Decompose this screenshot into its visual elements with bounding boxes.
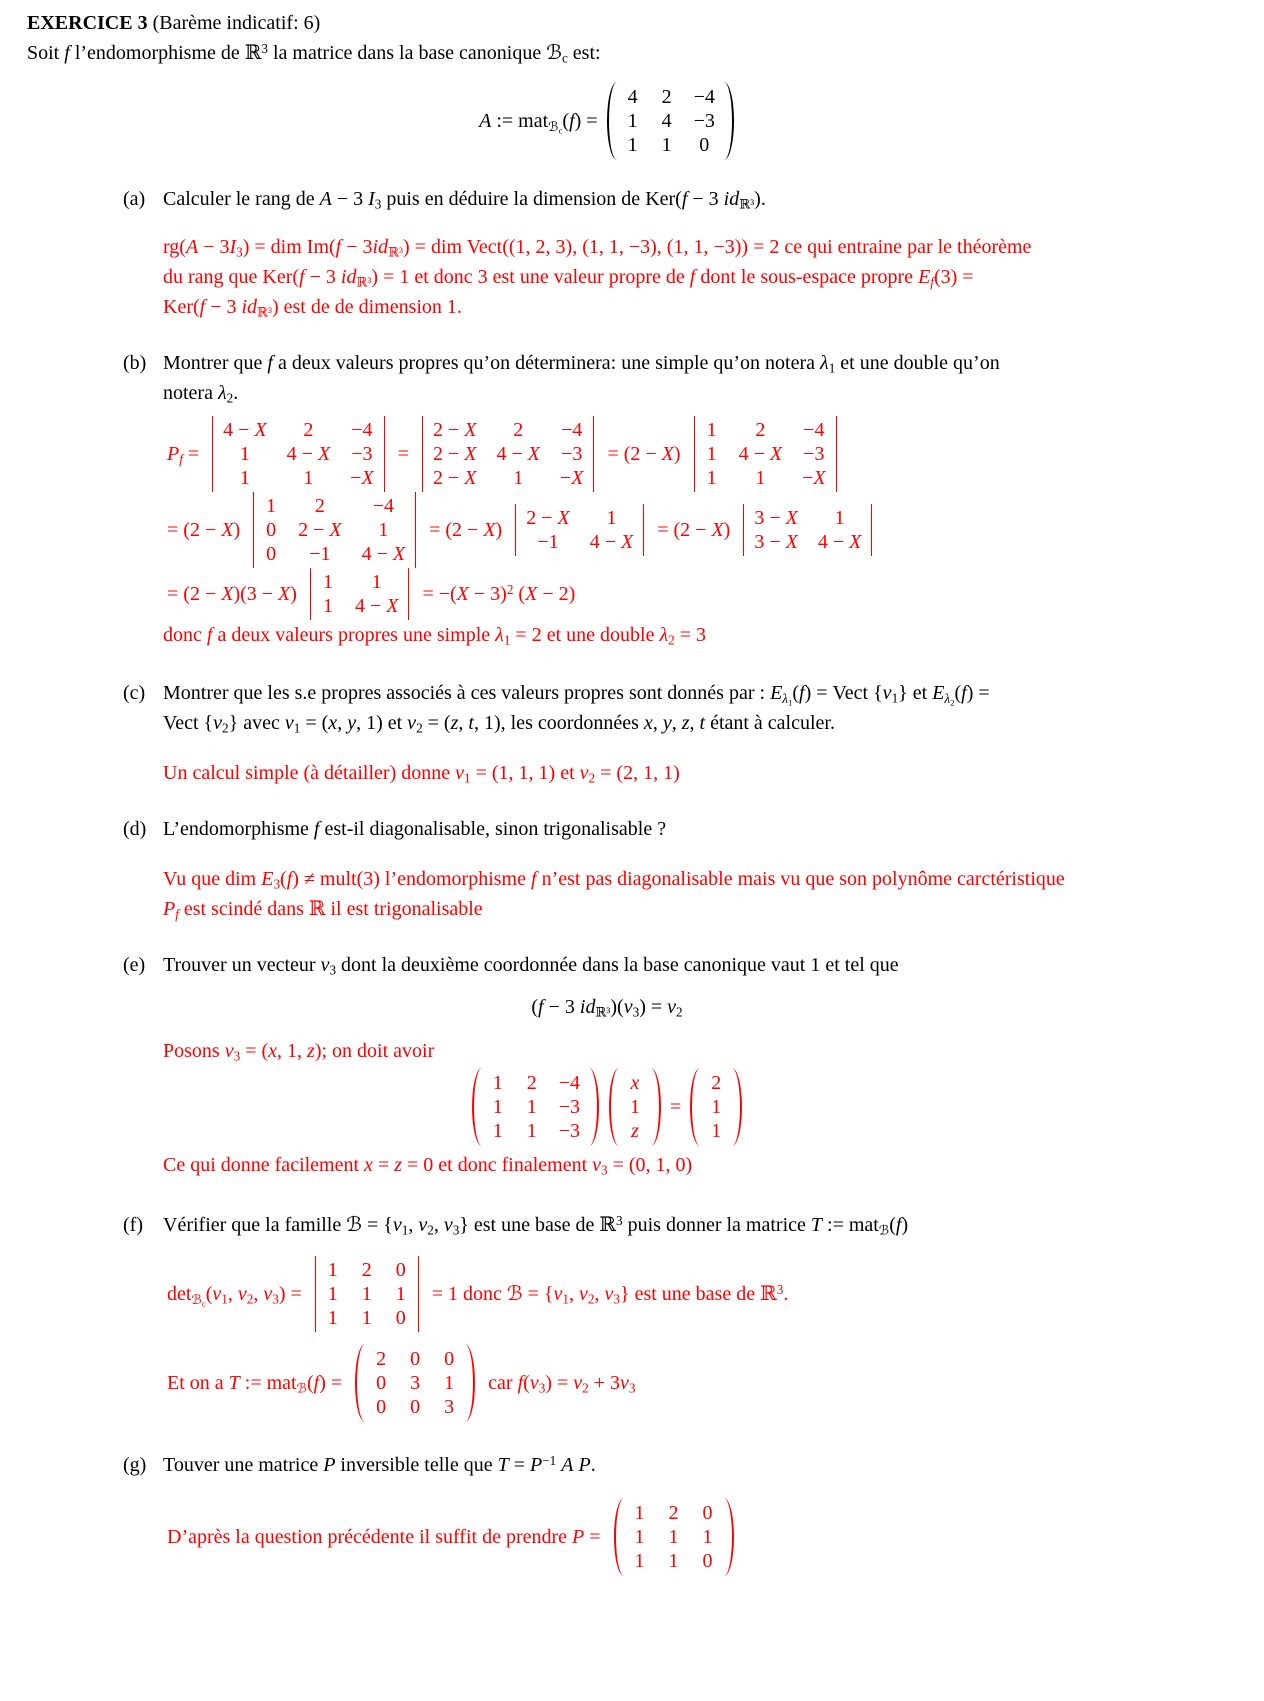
matrix-cell: −X <box>350 467 374 489</box>
bar-delimiter <box>408 568 409 620</box>
item-label-d: (d) <box>123 818 147 840</box>
question-b <box>27 348 1237 408</box>
matrix-cell: 0 <box>410 1348 421 1370</box>
matrix-cell: 1 <box>378 519 389 541</box>
solution-e-end-line: Ce qui donne facilement x = z = 0 et donc finalement $v_3 = (0$, 1, 0) <box>163 1154 693 1178</box>
solution-a-line-2: du rang que Ker(f − 3 $id_{ℝ^3}) = 1$ et donc 3 est une valeur propre de f dont le sous-espace propre $E_f(3)$ = <box>163 266 974 290</box>
solution-d-line-2: $P_f$ est scindé dans ℝ il est trigonalisable <box>163 898 483 922</box>
matrix-cell: 0 <box>410 1396 421 1418</box>
exercise-title-rest: (Barème indicatif: 6) <box>147 12 321 34</box>
matrix-cell: −1 <box>537 531 559 553</box>
matrix-cell: 1 <box>322 571 333 593</box>
solution-b-conclusion: donc f a deux valeurs propres une simple $\lambda_1 = 2$ et une double $\lambda_2 = 3$ <box>163 624 706 648</box>
intro-line: Soit f l’endomorphisme de ℝ$^3$ la matrice dans la base canonique ℬ$_c$ est: <box>27 41 601 66</box>
matrix-cell: 1 <box>630 1096 640 1118</box>
question-e-text: Trouver un vecteur $v_3$ dont la deuxième coordonnée dans la base canonique vaut 1 et tel que <box>163 954 899 978</box>
matrix-cell: 1 <box>702 1526 713 1548</box>
matrix-cell: 3 − X <box>754 507 798 529</box>
matrix-cell: 2 <box>755 419 766 441</box>
matrix-cell: −1 <box>309 543 331 565</box>
matrix-cell: 1 <box>361 1307 372 1329</box>
matrix-cell: 1 <box>634 1526 645 1548</box>
matrix-cell: 1 <box>627 110 638 132</box>
matrix-cell: 1 <box>834 507 845 529</box>
matrix-cell: 2 <box>661 86 672 108</box>
solution-a-line-3: Ker(f − 3 $id_{ℝ^3}$) est de de dimension 1. <box>163 296 462 320</box>
matrix-cell: −3 <box>803 443 825 465</box>
math-fragment: D’après la question précédente il suffit de prendre P = <box>167 1526 601 1548</box>
parenthesis-matrix <box>614 1498 734 1576</box>
determinant-matrix <box>315 1256 419 1332</box>
math-fragment: $P_f$ = <box>167 443 200 467</box>
matrix-cell: 1 <box>706 443 717 465</box>
matrix-cell: 2 <box>711 1072 722 1094</box>
matrix-cell: 2 <box>303 419 314 441</box>
determinant-matrix <box>253 492 416 568</box>
matrix-cell: 1 <box>327 1307 338 1329</box>
parenthesis-delimiter <box>722 82 734 160</box>
matrix-cell: −X <box>559 467 584 489</box>
matrix-cell: 4 <box>627 86 638 108</box>
question-g-text: Touver une matrice P inversible telle que $T = P^{-1}$ A P. <box>163 1453 596 1476</box>
matrix-cell: 1 <box>706 467 717 489</box>
determinant-matrix <box>743 504 872 556</box>
matrix-cells <box>213 416 384 492</box>
matrix-cell: 0 <box>376 1396 387 1418</box>
matrix-cell: 1 <box>634 1550 645 1572</box>
math-fragment: = (2 − X) <box>657 519 731 541</box>
matrix-cell: 1 <box>668 1550 679 1572</box>
condition-display <box>27 992 1187 1022</box>
bar-delimiter <box>643 504 644 556</box>
matrix-cell: 1 <box>755 467 766 489</box>
question-c-line-2: Vect $\{v_2\}$ avec $v_1 = (x$, y, 1) et $v_2 = (z$, t, 1), les coordonnées x, y, z, t étant à calculer. <box>163 712 835 736</box>
matrix-cell: −3 <box>351 443 373 465</box>
solution-d-line-1: Vu que dim $E_3(f)$ ≠ mult(3) l’endomorphisme f n’est pas diagonalisable mais vu que son polynôme carctéristique <box>163 868 1065 892</box>
matrix-cell: 4 − X <box>738 443 783 465</box>
matrix-cells <box>626 1498 722 1576</box>
determinant-matrix <box>694 416 837 492</box>
parenthesis-delimiter <box>587 1068 599 1146</box>
matrix-cell: −4 <box>351 419 373 441</box>
matrix-cell: 3 <box>410 1372 421 1394</box>
matrix-cell: 2 − X <box>526 507 570 529</box>
item-label-b: (b) <box>123 352 147 374</box>
exercise-title <box>27 8 1237 38</box>
determinant-matrix <box>422 416 595 492</box>
parenthesis-delimiter <box>609 1068 621 1146</box>
matrix-cells <box>621 1068 649 1146</box>
question-b-text <box>163 348 1237 408</box>
matrix-cell: 1 <box>661 134 672 156</box>
question-a <box>27 184 1237 214</box>
matrix-cells <box>702 1068 730 1146</box>
matrix-cell: 1 <box>327 1283 338 1305</box>
item-label-f: (f) <box>123 1214 143 1236</box>
solution-e-intro-line: Posons $v_3 = (x$, 1, z); on doit avoir <box>163 1040 435 1064</box>
question-d-text: L’endomorphisme f est-il diagonalisable, sinon trigonalisable ? <box>163 818 667 840</box>
matrix-cells <box>316 1256 418 1332</box>
matrix-p-line <box>163 1498 1237 1576</box>
matrix-cell: 2 − X <box>432 443 477 465</box>
parenthesis-matrix <box>609 1068 661 1146</box>
math-fragment: $\det_{ℬ_c}(v_1$, $v_2$, $v_3$) = <box>167 1283 302 1309</box>
matrix-cell: 4 <box>661 110 672 132</box>
matrix-equation-display <box>27 1068 1187 1146</box>
parenthesis-matrix <box>690 1068 742 1146</box>
determinant-check-line <box>163 1256 1237 1332</box>
matrix-cell: −4 <box>803 419 825 441</box>
matrix-cell: 4 − X <box>496 443 540 465</box>
matrix-cell: 1 <box>327 1259 338 1281</box>
matrix-cell: 2 <box>314 495 325 517</box>
parenthesis-delimiter <box>607 82 619 160</box>
solution-a <box>27 232 1237 322</box>
solution-e-end <box>27 1150 1237 1180</box>
matrix-cell: −X <box>802 467 826 489</box>
question-f-text: Vérifier que la famille ℬ = {$v_1$, $v_2$, $v_3$} est une base de ℝ$^3$ puis donner la matrice T := mat$_ℬ$(f) <box>163 1213 909 1238</box>
matrix-cells <box>695 416 836 492</box>
matrix-cell: 1 <box>526 1096 537 1118</box>
matrix-cell: 1 <box>239 443 250 465</box>
matrix-cell: 1 <box>706 419 717 441</box>
exercise-title-bold: EXERCICE 3 <box>27 12 148 34</box>
matrix-cell: 0 <box>395 1307 406 1329</box>
matrix-cell: 1 <box>266 495 277 517</box>
math-fragment: = <box>397 443 409 465</box>
matrix-cell: 1 <box>668 1526 679 1548</box>
parenthesis-delimiter <box>614 1498 626 1576</box>
parenthesis-delimiter <box>463 1344 475 1422</box>
matrix-cell: −4 <box>558 1072 580 1094</box>
matrix-cells <box>254 492 415 568</box>
question-a-text: Calculer le rang de A − 3 $I_3$ puis en déduire la dimension de Ker(f − 3 $id_{ℝ^3}$). <box>163 188 766 212</box>
matrix-cell: 2 − X <box>298 519 342 541</box>
matrix-cell: 0 <box>266 519 277 541</box>
parenthesis-delimiter <box>355 1344 367 1422</box>
question-e <box>27 950 1237 980</box>
matrix-cell: −4 <box>561 419 583 441</box>
matrix-cell: z <box>631 1120 639 1142</box>
characteristic-polynomial-line-3 <box>163 568 1237 620</box>
matrix-cell: 0 <box>699 134 710 156</box>
math-fragment: = 1 donc ℬ = {$v_1$, $v_2$, $v_3$} est une base de ℝ$^3$. <box>431 1282 789 1307</box>
bar-delimiter <box>836 416 837 492</box>
matrix-cell: 1 <box>303 467 314 489</box>
matrix-t-line <box>163 1344 1237 1422</box>
question-f <box>27 1210 1237 1240</box>
question-d <box>27 814 1237 844</box>
matrix-cell: 2 <box>526 1072 537 1094</box>
matrix-cell: 1 <box>361 1283 372 1305</box>
matrix-cell: 0 <box>702 1502 713 1524</box>
solution-g <box>27 1498 1237 1576</box>
matrix-cell: 1 <box>606 507 617 529</box>
solution-d <box>27 864 1237 924</box>
parenthesis-delimiter <box>722 1498 734 1576</box>
matrix-cell: 1 <box>492 1120 503 1142</box>
determinant-matrix <box>515 504 644 556</box>
matrix-cell: 1 <box>322 595 333 617</box>
matrix-cell: 4 − X <box>361 543 406 565</box>
parenthesis-delimiter <box>649 1068 661 1146</box>
item-label-a: (a) <box>123 188 146 210</box>
question-c-line-1: Montrer que les s.e propres associés à ces valeurs propres sont donnés par : $E_{\lambda_1}(f)$ = Vect $\{v_1\}$ et $E_{\lambda_2}(f)$ = <box>163 682 990 708</box>
math-fragment: = (2 − X) <box>607 443 681 465</box>
matrix-cell: 1 <box>513 467 524 489</box>
matrix-cell: 1 <box>711 1096 722 1118</box>
matrix-cell: −3 <box>558 1120 580 1142</box>
math-fragment: car $f(v_3) = v_2 + 3v_3$ <box>488 1372 636 1396</box>
question-b-line-2: notera $\lambda_2$. <box>163 382 239 406</box>
determinant-matrix <box>212 416 385 492</box>
parenthesis-delimiter <box>730 1068 742 1146</box>
bar-delimiter <box>415 492 416 568</box>
condition-equation: (f − 3 $id_{ℝ^3})(v_3) = v_2$ <box>531 996 683 1020</box>
matrix-cells <box>423 416 594 492</box>
matrix-cell: −3 <box>561 443 583 465</box>
matrix-cell: 4 − X <box>286 443 331 465</box>
matrix-cell: 0 <box>395 1259 406 1281</box>
matrix-cells <box>311 568 409 620</box>
parenthesis-delimiter <box>690 1068 702 1146</box>
solution-b <box>27 416 1237 650</box>
bar-delimiter <box>871 504 872 556</box>
matrix-cell: −4 <box>693 86 715 108</box>
solution-c-line: Un calcul simple (à détailler) donne $v_1 = (1$, 1, 1) et $v_2 = (2$, 1, 1) <box>163 762 680 786</box>
bar-delimiter <box>418 1256 419 1332</box>
matrix-cell: 1 <box>395 1283 406 1305</box>
matrix-cell: 2 − X <box>432 419 477 441</box>
math-fragment: = (2 − X) <box>167 519 241 541</box>
math-fragment: = $-(X - 3)^2$ (X − 2) <box>422 582 576 605</box>
matrix-cell: 0 <box>444 1348 455 1370</box>
matrix-cell: 1 <box>444 1372 455 1394</box>
matrix-cell: 4 − X <box>589 531 634 553</box>
matrix-cell: 4 − X <box>817 531 862 553</box>
matrix-cells <box>516 504 643 556</box>
item-label-g: (g) <box>123 1454 147 1476</box>
matrix-cell: 4 − X <box>354 595 399 617</box>
math-fragment: = <box>670 1096 682 1118</box>
matrix-cell: −4 <box>372 495 394 517</box>
matrix-cell: 3 − X <box>754 531 798 553</box>
question-c-text <box>163 678 1237 738</box>
solution-e-intro <box>27 1036 1237 1066</box>
bar-delimiter <box>593 416 594 492</box>
math-fragment: = (2 − X) <box>429 519 503 541</box>
math-fragment: = (2 − X)(3 − X) <box>167 583 297 605</box>
bar-delimiter <box>384 416 385 492</box>
matrix-cell: 2 <box>668 1502 679 1524</box>
question-g <box>27 1450 1237 1480</box>
solution-c <box>27 758 1237 788</box>
matrix-cell: 3 <box>444 1396 455 1418</box>
matrix-cell: x <box>630 1072 640 1094</box>
matrix-cell: 2 <box>376 1348 387 1370</box>
matrix-cell: 2 <box>361 1259 372 1281</box>
characteristic-polynomial-line-1 <box>163 416 1237 492</box>
math-fragment: A := mat$_{ℬ_c}$(f) = <box>479 110 598 136</box>
matrix-cell: −3 <box>693 110 715 132</box>
matrix-cell: 0 <box>266 543 277 565</box>
matrix-cell: 2 − X <box>432 467 477 489</box>
math-fragment: Et on a T := mat$_ℬ$(f) = <box>167 1372 343 1396</box>
matrix-cell: 0 <box>702 1550 713 1572</box>
parenthesis-matrix <box>355 1344 475 1422</box>
matrix-cell: 1 <box>526 1120 537 1142</box>
matrix-cell: 1 <box>634 1502 645 1524</box>
determinant-matrix <box>310 568 410 620</box>
matrix-cells <box>367 1344 463 1422</box>
matrix-a-display <box>27 82 1187 160</box>
characteristic-polynomial-line-2 <box>163 492 1237 568</box>
matrix-cell: 1 <box>239 467 250 489</box>
matrix-cells <box>744 504 871 556</box>
item-label-c: (c) <box>123 682 146 704</box>
matrix-cells <box>484 1068 587 1146</box>
solution-a-line-1: $rg(A - 3I_3)$ = dim $Im(f - 3id_{ℝ^3})$ = dim Vect((1, 2, 3), (1, 1, −3), (1, 1, −3)) = 2 ce qui entraine par le théorème <box>163 236 1032 260</box>
question-c <box>27 678 1237 738</box>
matrix-cell: 1 <box>711 1120 722 1142</box>
matrix-cell: 0 <box>376 1372 387 1394</box>
question-b-line-1: Montrer que f a deux valeurs propres qu’on déterminera: une simple qu’on notera $\lambda_1$ et une double qu’on <box>163 352 1000 376</box>
matrix-cells <box>619 82 722 160</box>
item-label-e: (e) <box>123 954 146 976</box>
matrix-cell: 4 − X <box>223 419 267 441</box>
matrix-cell: 2 <box>513 419 524 441</box>
solution-f <box>27 1256 1237 1422</box>
parenthesis-matrix <box>472 1068 599 1146</box>
parenthesis-matrix <box>607 82 734 160</box>
matrix-cell: 1 <box>492 1096 503 1118</box>
matrix-cell: 1 <box>492 1072 503 1094</box>
matrix-cell: 1 <box>371 571 382 593</box>
matrix-cell: 1 <box>627 134 638 156</box>
matrix-cell: −3 <box>558 1096 580 1118</box>
parenthesis-delimiter <box>472 1068 484 1146</box>
